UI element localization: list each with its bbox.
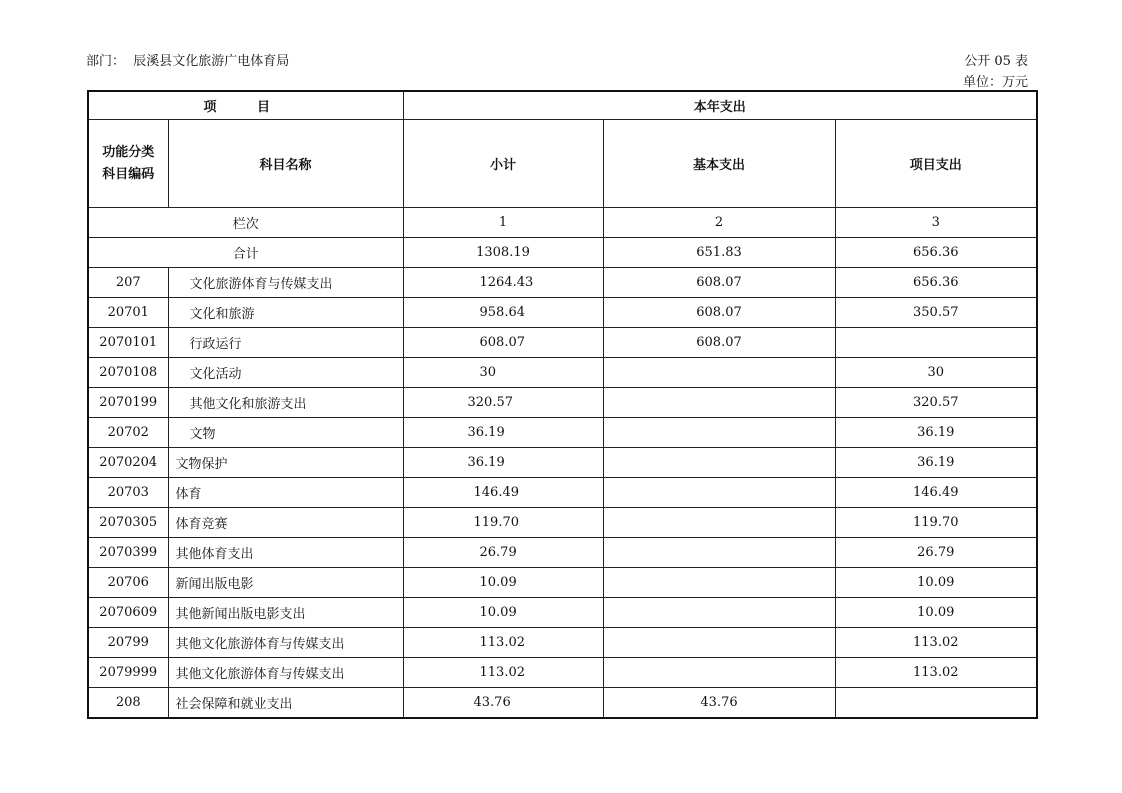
row-subtotal: 119.70 [403, 508, 603, 538]
row-code: 20701 [88, 298, 168, 328]
row-name: 体育 [168, 478, 403, 508]
row-name: 体育竞赛 [168, 508, 403, 538]
row-code: 2070305 [88, 508, 168, 538]
index-col-2: 2 [603, 208, 835, 238]
row-subtotal: 146.49 [403, 478, 603, 508]
row-name: 行政运行 [168, 328, 403, 358]
row-basic [603, 448, 835, 478]
row-basic [603, 568, 835, 598]
row-subtotal: 36.19 [403, 418, 603, 448]
row-name: 其他文化旅游体育与传媒支出 [168, 628, 403, 658]
row-code: 2070609 [88, 598, 168, 628]
row-subtotal: 26.79 [403, 538, 603, 568]
header-subject-name: 科目名称 [168, 120, 403, 208]
row-basic [603, 358, 835, 388]
row-code: 208 [88, 688, 168, 718]
row-name: 其他体育支出 [168, 538, 403, 568]
table-row [88, 418, 1037, 448]
row-project: 26.79 [835, 538, 1037, 568]
row-subtotal: 958.64 [403, 298, 603, 328]
index-col-3: 3 [835, 208, 1037, 238]
department-name: 辰溪县文化旅游广电体育局 [133, 54, 290, 69]
row-subtotal: 608.07 [403, 328, 603, 358]
row-code: 2070101 [88, 328, 168, 358]
row-basic: 608.07 [603, 328, 835, 358]
header-subtotal: 小计 [403, 120, 603, 208]
total-project: 656.36 [835, 238, 1037, 268]
total-basic: 651.83 [603, 238, 835, 268]
table-row [88, 388, 1037, 418]
header-basic-expenditure: 基本支出 [603, 120, 835, 208]
row-basic [603, 598, 835, 628]
row-subtotal: 36.19 [403, 448, 603, 478]
row-project: 320.57 [835, 388, 1037, 418]
table-row [88, 358, 1037, 388]
header-function-code: 功能分类 科目编码 [88, 120, 168, 208]
table-row [88, 628, 1037, 658]
table-row [88, 478, 1037, 508]
table-row [88, 538, 1037, 568]
row-code: 2070399 [88, 538, 168, 568]
row-subtotal: 113.02 [403, 658, 603, 688]
row-subtotal: 10.09 [403, 598, 603, 628]
row-code: 20706 [88, 568, 168, 598]
row-name: 社会保障和就业支出 [168, 688, 403, 718]
row-subtotal: 320.57 [403, 388, 603, 418]
header-current-year-expenditure: 本年支出 [403, 91, 1037, 120]
row-basic [603, 508, 835, 538]
row-project: 113.02 [835, 628, 1037, 658]
row-code: 2070204 [88, 448, 168, 478]
index-row [88, 208, 1037, 238]
row-project: 10.09 [835, 598, 1037, 628]
row-basic [603, 658, 835, 688]
table-row [88, 508, 1037, 538]
row-basic: 608.07 [603, 268, 835, 298]
header-project: 项 目 [88, 91, 403, 120]
total-row [88, 238, 1037, 268]
row-name: 文化旅游体育与传媒支出 [168, 268, 403, 298]
row-basic [603, 628, 835, 658]
row-project: 146.49 [835, 478, 1037, 508]
row-basic: 608.07 [603, 298, 835, 328]
row-name: 文物保护 [168, 448, 403, 478]
row-name: 其他新闻出版电影支出 [168, 598, 403, 628]
row-basic: 43.76 [603, 688, 835, 718]
row-basic [603, 388, 835, 418]
row-project: 36.19 [835, 448, 1037, 478]
table-row [88, 658, 1037, 688]
row-project: 30 [835, 358, 1037, 388]
row-name: 文物 [168, 418, 403, 448]
row-project: 350.57 [835, 298, 1037, 328]
row-basic [603, 418, 835, 448]
department-header [86, 50, 289, 69]
row-subtotal: 10.09 [403, 568, 603, 598]
row-subtotal: 43.76 [403, 688, 603, 718]
table-row [88, 598, 1037, 628]
row-code: 20703 [88, 478, 168, 508]
row-basic [603, 478, 835, 508]
row-name: 新闻出版电影 [168, 568, 403, 598]
row-project: 113.02 [835, 658, 1037, 688]
row-name: 其他文化旅游体育与传媒支出 [168, 658, 403, 688]
index-label: 栏次 [88, 208, 403, 238]
row-name: 文化和旅游 [168, 298, 403, 328]
row-project: 119.70 [835, 508, 1037, 538]
row-code: 207 [88, 268, 168, 298]
row-project [835, 328, 1037, 358]
table-row [88, 328, 1037, 358]
expenditure-table [87, 90, 1038, 719]
row-name: 文化活动 [168, 358, 403, 388]
row-code: 2079999 [88, 658, 168, 688]
row-project: 36.19 [835, 418, 1037, 448]
header-project-expenditure: 项目支出 [835, 120, 1037, 208]
table-row [88, 448, 1037, 478]
row-project: 10.09 [835, 568, 1037, 598]
row-project [835, 688, 1037, 718]
row-name: 其他文化和旅游支出 [168, 388, 403, 418]
table-row [88, 688, 1037, 718]
table-row [88, 568, 1037, 598]
row-code: 20702 [88, 418, 168, 448]
total-label: 合计 [88, 238, 403, 268]
unit-label: 单位：万元 [962, 75, 1028, 90]
row-code: 20799 [88, 628, 168, 658]
form-number: 公开 05 表 [964, 54, 1028, 69]
index-col-1: 1 [403, 208, 603, 238]
table-row [88, 298, 1037, 328]
department-label: 部门： [86, 54, 126, 69]
total-subtotal: 1308.19 [403, 238, 603, 268]
table-row [88, 268, 1037, 298]
row-basic [603, 538, 835, 568]
row-project: 656.36 [835, 268, 1037, 298]
row-subtotal: 30 [403, 358, 603, 388]
row-code: 2070108 [88, 358, 168, 388]
row-subtotal: 113.02 [403, 628, 603, 658]
row-code: 2070199 [88, 388, 168, 418]
row-subtotal: 1264.43 [403, 268, 603, 298]
